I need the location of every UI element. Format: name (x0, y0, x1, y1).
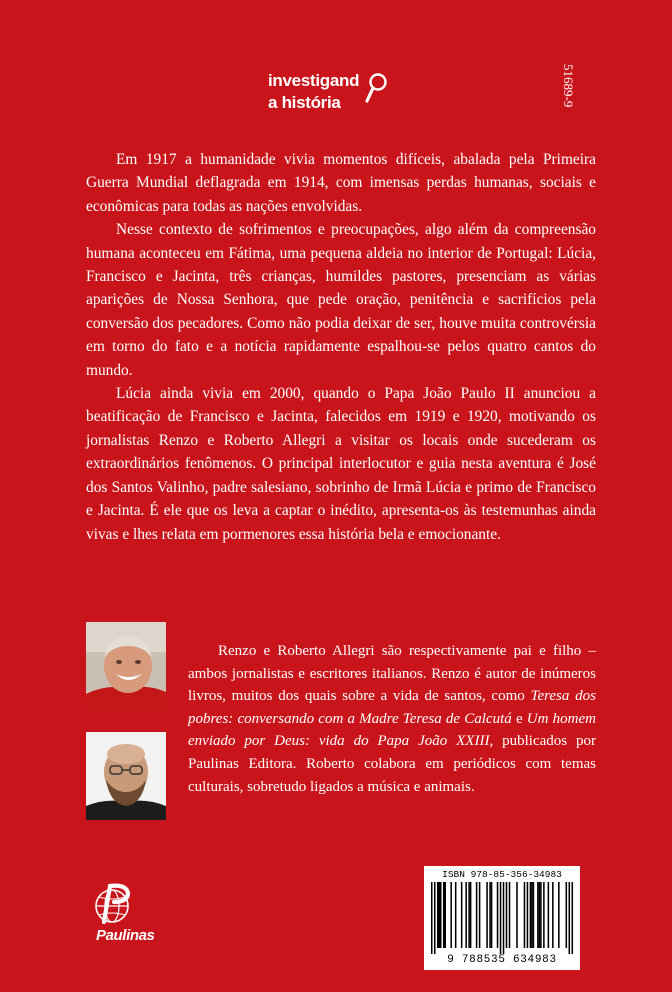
barcode-bar (461, 882, 463, 948)
bio-book-title-1: Teresa dos pobres: conversando com a Madre Teresa de Calcutá (188, 688, 596, 727)
magnifier-icon (365, 72, 391, 106)
barcode-bar (497, 882, 499, 948)
barcode-bar (558, 882, 560, 948)
barcode-bar (509, 882, 511, 948)
isbn-barcode (424, 866, 580, 970)
barcode-bar (540, 882, 542, 948)
synopsis-paragraph: Em 1917 a humanidade vivia momentos difíceis, abalada pela Primeira Guerra Mundial deflagrada em 1914, com imensas perdas humanas, sociais e econômicas para todas as nações envolvidas. (86, 151, 596, 215)
barcode-bar (431, 882, 433, 954)
barcode-bar (566, 882, 568, 948)
synopsis (86, 148, 596, 546)
barcode-bar (539, 882, 541, 948)
barcode-bar (506, 882, 508, 948)
barcode-bar (533, 882, 535, 948)
synopsis-paragraph: Lúcia ainda vivia em 2000, quando o Papa João Paulo II anunciou a beatificação de Francisco e Jacinta, falecidos em 1919 e 1920, motivando os jornalistas Renzo e Roberto Allegri a visitar os locais onde sucederam os extraordinários fenômenos. O principal interlocutor e guia nesta aventura é José dos Santos Valinho, padre salesiano, sobrinho de Irmã Lúcia e primo de Francisco e Jacinta. É ele que os leva a captar o inédito, apresenta-os às testemunhas ainda vivas e lhes relata em pormenores essa história bela e emocionante. (86, 385, 596, 543)
barcode-bar (470, 882, 472, 948)
barcode-bar (530, 882, 532, 948)
barcode-bar (479, 882, 481, 948)
barcode-bar (543, 882, 545, 948)
barcode-bar (465, 882, 467, 948)
barcode-bar (450, 882, 452, 948)
barcode-bar (516, 882, 518, 948)
barcode-bar (569, 882, 571, 954)
author-photo-roberto (86, 732, 166, 820)
publisher-logo (82, 882, 178, 952)
barcode-bar (500, 882, 502, 954)
barcode-bar (437, 882, 439, 948)
barcode-bar (552, 882, 554, 948)
author-photo-renzo (86, 622, 166, 710)
barcode-bar (503, 882, 505, 954)
barcode-bar (444, 882, 446, 948)
barcode-bar (455, 882, 457, 948)
synopsis-paragraph: Nesse contexto de sofrimentos e preocupações, algo além da compreensão humana aconteceu em Fátima, uma pequena aldeia no interior de Portugal: Lúcia, Francisco e Jacinta, três crianças, humildes pastores, presenciam as várias aparições de Nossa Senhora, que pede oração, penitência e sacrifícios pela conversão dos pecadores. Como não podia deixar de ser, houve muita controvérsia em torno do fato e a notícia rapidamente espalhou-se pelos quatro cantos do mundo. (86, 221, 596, 379)
barcode-bar (527, 882, 529, 948)
catalog-code-text: 51689-9 (561, 64, 576, 108)
barcode-digits: 9 788535 634983 (447, 954, 557, 966)
barcode-bar (443, 882, 445, 948)
series-logo (268, 70, 398, 118)
barcode-bar (476, 882, 478, 948)
bio-text-3: , publicados por Paulinas Editora. Roberto colabora em periódicos com temas culturais, sobretudo ligados a música e animais. (188, 733, 596, 795)
publisher-name: Paulinas (96, 927, 155, 944)
barcode-bar (548, 882, 550, 948)
authors-bio-paragraph (188, 640, 596, 798)
barcode-bar (434, 882, 436, 954)
barcode-bar (489, 882, 491, 948)
barcode-bar (531, 882, 533, 948)
barcode-bar (468, 882, 470, 948)
isbn-label: ISBN 978-85-356-34983 (442, 869, 562, 880)
barcode-bar (486, 882, 488, 948)
bio-text-2: e (511, 710, 527, 727)
barcode-bar (491, 882, 493, 948)
bio-text-1: Renzo e Roberto Allegri são respectivamente pai e filho – ambos jornalistas e escritores italianos. Renzo é autor de inúmeros livros, muitos dos quais sobre a vida de santos, como (188, 643, 596, 705)
barcode-bar (440, 882, 442, 948)
barcode-bar (524, 882, 526, 948)
barcode-bar (572, 882, 574, 954)
bio-book-title-2: Um homem enviado por Deus: vida do Papa João XXIII (188, 710, 596, 750)
barcode-bar (537, 882, 539, 948)
authors-bio (188, 640, 596, 798)
series-logo-line2: a história (268, 93, 341, 112)
series-logo-line1: investigand (268, 71, 360, 90)
barcode-bars (428, 882, 576, 954)
barcode-bar (438, 882, 440, 948)
paulinas-globe-logo (82, 882, 178, 932)
